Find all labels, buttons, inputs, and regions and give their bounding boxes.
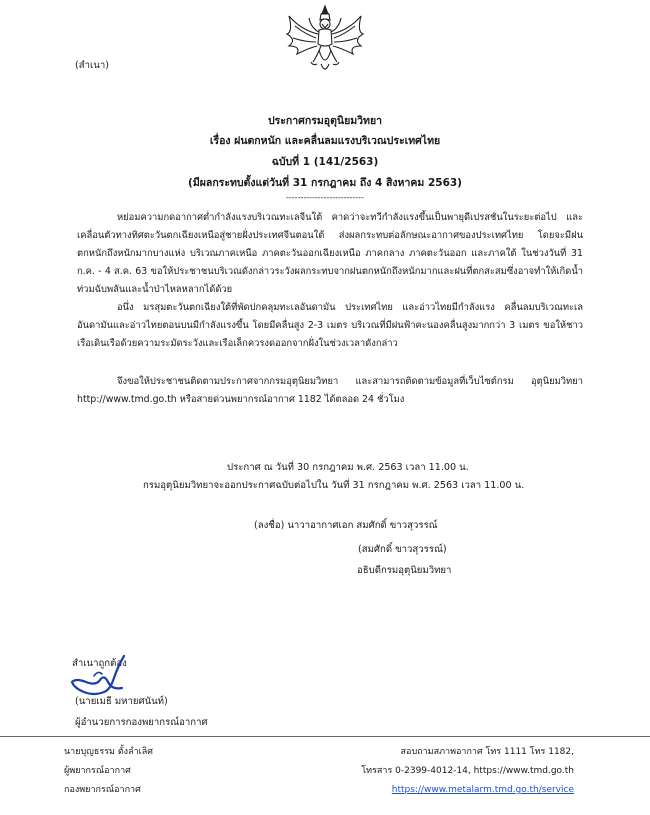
signatory-name: (สมศักดิ์ ขาวสุวรรณ์) [358,544,447,555]
announcement-effective-period: (มีผลกระทบตั้งแต่วันที่ 31 กรกฎาคม ถึง 4 สิงหาคม 2563) [188,177,462,189]
contact-fax-website: โทรสาร 0-2399-4012-14, https://www.tmd.go.th [361,766,574,776]
footer-right [361,743,574,800]
announcement-issue: ฉบับที่ 1 (141/2563) [271,156,379,168]
announcement-title: ประกาศกรมอุตุนิยมวิทยา [267,115,383,127]
paragraph-monsoon: อนึ่ง มรสุมตะวันตกเฉียงใต้ที่พัดปกคลุมทะเลอันดามัน ประเทศไทย และอ่าวไทยมีกำลังแรง คลื่นลมบริเวณทะเลอันดามันและอ่าวไทยตอนบนมีกำลังแรงขึ้น โดยมีคลื่นสูง 2-3 เมตร บริเวณที่มีฝนฟ้าคะนองคลื่นสูงมากกว่า 3 เมตร ขอให้ชาวเรือเดินเรือด้วยความระมัดระวังและเรือเล็กควรงดออกจากฝั่งในช่วงเวลาดังกล่าว [77,302,583,349]
signed-line: (ลงชื่อ) นาวาอากาศเอก สมศักดิ์ ขาวสุวรรณ์ [254,520,438,531]
paragraph-followup: จึงขอให้ประชาชนติดตามประกาศจากกรมอุตุนิยมวิทยา และสามารถติดตามข้อมูลที่เว็บไซต์กรม อุตุนิยมวิทยา http://www.tmd.go.th หรือสายด่วนพยากรณ์อากาศ 1182 ได้ตลอด 24 ชั่วโมง [77,376,583,405]
paragraph-weather: หย่อมความกดอากาศต่ำกำลังแรงบริเวณทะเลจีนใต้ คาดว่าจะทวีกำลังแรงขึ้นเป็นพายุดีเปรสชันในระยะต่อไป และเคลื่อนตัวทางทิศตะวันตกเฉียงเหนือสู่ชายฝั่งประเทศจีนตอนใต้ ส่งผลกระทบต่อลักษณะอากาศของประเทศไทย โดยจะมีฝนตกหนักถึงหนักมากบางแห่ง บริเวณภาคเหนือ ภาคตะวันออกเฉียงเหนือ ภาคกลาง ภาคตะวันออก และภาคใต้ ในช่วงวันที่ 31 ก.ค. - 4 ส.ค. 63 ขอให้ประชาชนบริเวณดังกล่าวระวังผลกระทบจากฝนตกหนักถึงหนักมากและฝนที่ตกสะสมซึ่งอาจทำให้เกิดน้ำท่วมฉับพลันและน้ำป่าไหลหลากได้ด้วย [77,212,583,295]
announcement-body [77,209,583,409]
certifier-name: (นายเมธี มหายศนันท์) [75,696,168,707]
signatory-position: อธิบดีกรมอุตุนิยมวิทยา [357,565,452,576]
footer-left [64,743,153,800]
footer-divider [0,736,650,737]
handwritten-signature [64,652,136,700]
certified-copy-label: สำเนาถูกต้อง [72,658,127,669]
garuda-emblem [283,4,367,76]
copy-label: (สำเนา) [75,60,109,71]
forecast-division: กองพยากรณ์อากาศ [64,785,141,795]
announcement-subject: เรื่อง ฝนตกหนัก และคลื่นลมแรงบริเวณประเทศไทย [209,135,441,147]
forecaster-role: ผู้พยากรณ์อากาศ [64,766,131,776]
contact-hotline: สอบถามสภาพอากาศ โทร 1111 โทร 1182, [400,747,574,757]
next-issue-notice: กรมอุตุนิยมวิทยาจะออกประกาศฉบับต่อไปใน วันที่ 31 กรกฎาคม พ.ศ. 2563 เวลา 11.00 น. [143,480,525,491]
heading-separator: --------------------------- [286,193,364,202]
forecaster-name: นายบุญธรรม ตั้งลำเลิศ [64,747,153,757]
certifier-position: ผู้อำนวยการกองพยากรณ์อากาศ [75,717,208,728]
announced-date: ประกาศ ณ วันที่ 30 กรกฎาคม พ.ศ. 2563 เวลา 11.00 น. [227,462,469,473]
metalarm-service-link[interactable]: https://www.metalarm.tmd.go.th/service [391,785,574,795]
